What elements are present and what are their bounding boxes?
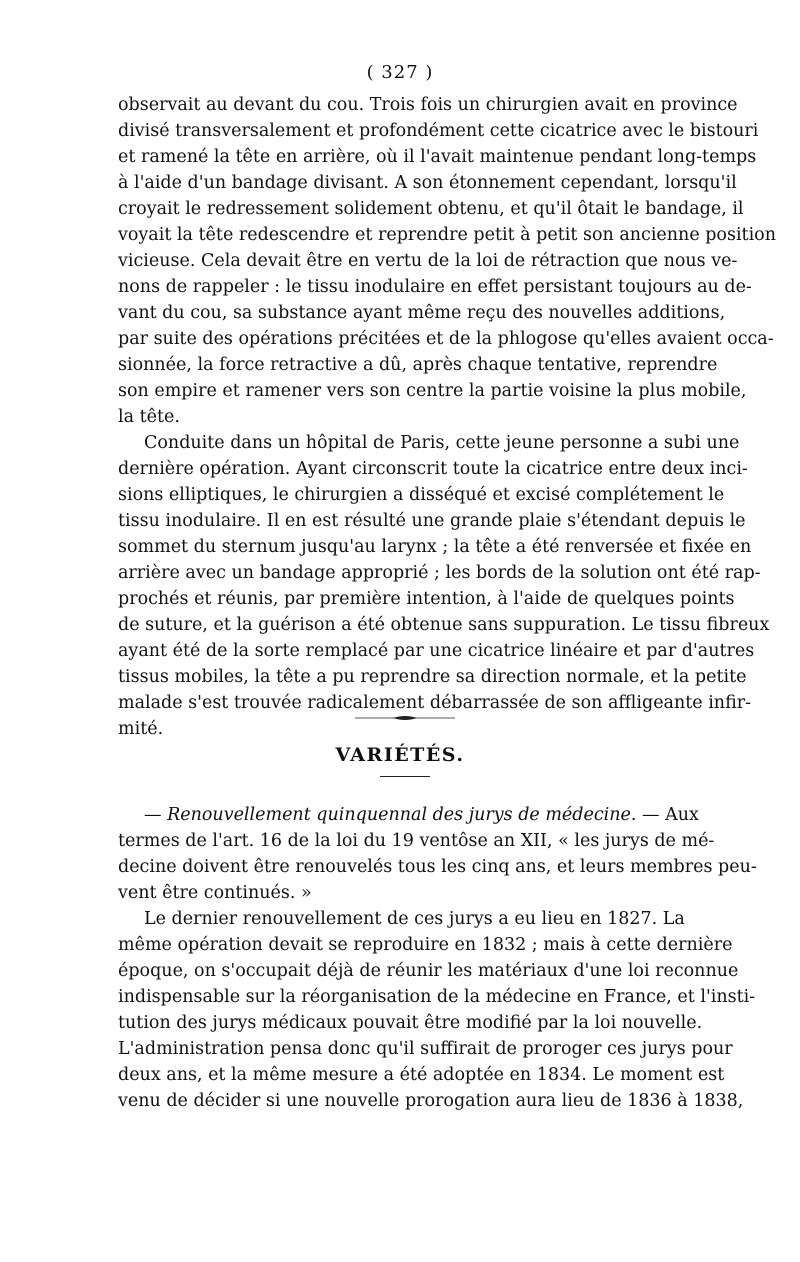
text-line: termes de l'art. 16 de la loi du 19 ventôse an XII, « les jurys de mé- (118, 831, 715, 851)
text-line: Le dernier renouvellement de ces jurys a eu lieu en 1827. La (144, 909, 685, 929)
text-line: Conduite dans un hôpital de Paris, cette jeune personne a subi une (144, 433, 740, 453)
text-line: sions elliptiques, le chirurgien a disséqué et excisé complétement le (118, 485, 725, 505)
text-line: de suture, et la guérison a été obtenue sans suppuration. Le tissu fibreux (118, 615, 770, 635)
text-line: son empire et ramener vers son centre la partie voisine la plus mobile, (118, 381, 747, 401)
paragraph-1 (118, 92, 776, 430)
heading-rule (380, 776, 430, 777)
paragraph-3 (118, 802, 757, 906)
text-line: vant du cou, sa substance ayant même reçu des nouvelles additions, (118, 303, 726, 323)
text-line: époque, on s'occupait déjà de réunir les matériaux d'une loi reconnue (118, 961, 739, 981)
text-line: tissus mobiles, la tête a pu reprendre sa direction normale, et la petite (118, 667, 747, 687)
text-line: prochés et réunis, par première intention, à l'aide de quelques points (118, 589, 735, 609)
ornament-divider-icon (355, 714, 455, 722)
text-line (118, 802, 699, 828)
text-line: croyait le redressement solidement obtenu, et qu'il ôtait le bandage, il (118, 199, 744, 219)
text-line: même opération devait se reproduire en 1832 ; mais à cette dernière (118, 935, 733, 955)
text-line: deux ans, et la même mesure a été adoptée en 1834. Le moment est (118, 1065, 725, 1085)
text-line: decine doivent être renouvelés tous les cinq ans, et leurs membres peu- (118, 857, 757, 877)
text-line: indispensable sur la réorganisation de la médecine en France, et l'insti- (118, 987, 756, 1007)
text-line: vent être continués. » (118, 883, 312, 903)
text-line: par suite des opérations précitées et de la phlogose qu'elles avaient occa- (118, 329, 774, 349)
text-line: et ramené la tête en arrière, où il l'avait maintenue pendant long-temps (118, 147, 757, 167)
text-line: arrière avec un bandage approprié ; les bords de la solution ont été rap- (118, 563, 761, 583)
article-title: Renouvellement quinquennal des jurys de médecine. (167, 805, 637, 825)
section-heading: VARIÉTÉS. (335, 744, 465, 766)
text-line: ayant été de la sorte remplacé par une cicatrice linéaire et par d'autres (118, 641, 755, 661)
text-line: venu de décider si une nouvelle prorogation aura lieu de 1836 à 1838, (118, 1091, 744, 1111)
text-line: à l'aide d'un bandage divisant. A son étonnement cependant, lorsqu'il (118, 173, 737, 193)
text-line: L'administration pensa donc qu'il suffirait de proroger ces jurys pour (118, 1039, 733, 1059)
text-line: dernière opération. Ayant circonscrit toute la cicatrice entre deux inci- (118, 459, 748, 479)
text-line: sionnée, la force retractive a dû, après chaque tentative, reprendre (118, 355, 718, 375)
text-line: malade s'est trouvée radicalement débarrassée de son affligeante infir- (118, 693, 752, 713)
text-line: mité. (118, 719, 164, 739)
text-line: tution des jurys médicaux pouvait être modifié par la loi nouvelle. (118, 1013, 703, 1033)
page-number: ( 327 ) (366, 62, 434, 83)
text-line: divisé transversalement et profondément cette cicatrice avec le bistouri (118, 121, 759, 141)
text-line: voyait la tête redescendre et reprendre petit à petit son ancienne position (118, 225, 776, 245)
text-line: vicieuse. Cela devait être en vertu de la loi de rétraction que nous ve- (118, 251, 738, 271)
after-title: — Aux (642, 805, 699, 825)
text-line: tissu inodulaire. Il en est résulté une grande plaie s'étendant depuis le (118, 511, 746, 531)
lead-dash: — (144, 805, 162, 825)
text-line: la tête. (118, 407, 180, 427)
paragraph-2 (118, 430, 770, 742)
text-line: nons de rappeler : le tissu inodulaire en effet persistant toujours au de- (118, 277, 752, 297)
text-line: observait au devant du cou. Trois fois un chirurgien avait en province (118, 95, 738, 115)
paragraph-4 (118, 906, 756, 1114)
text-line: sommet du sternum jusqu'au larynx ; la tête a été renversée et fixée en (118, 537, 752, 557)
